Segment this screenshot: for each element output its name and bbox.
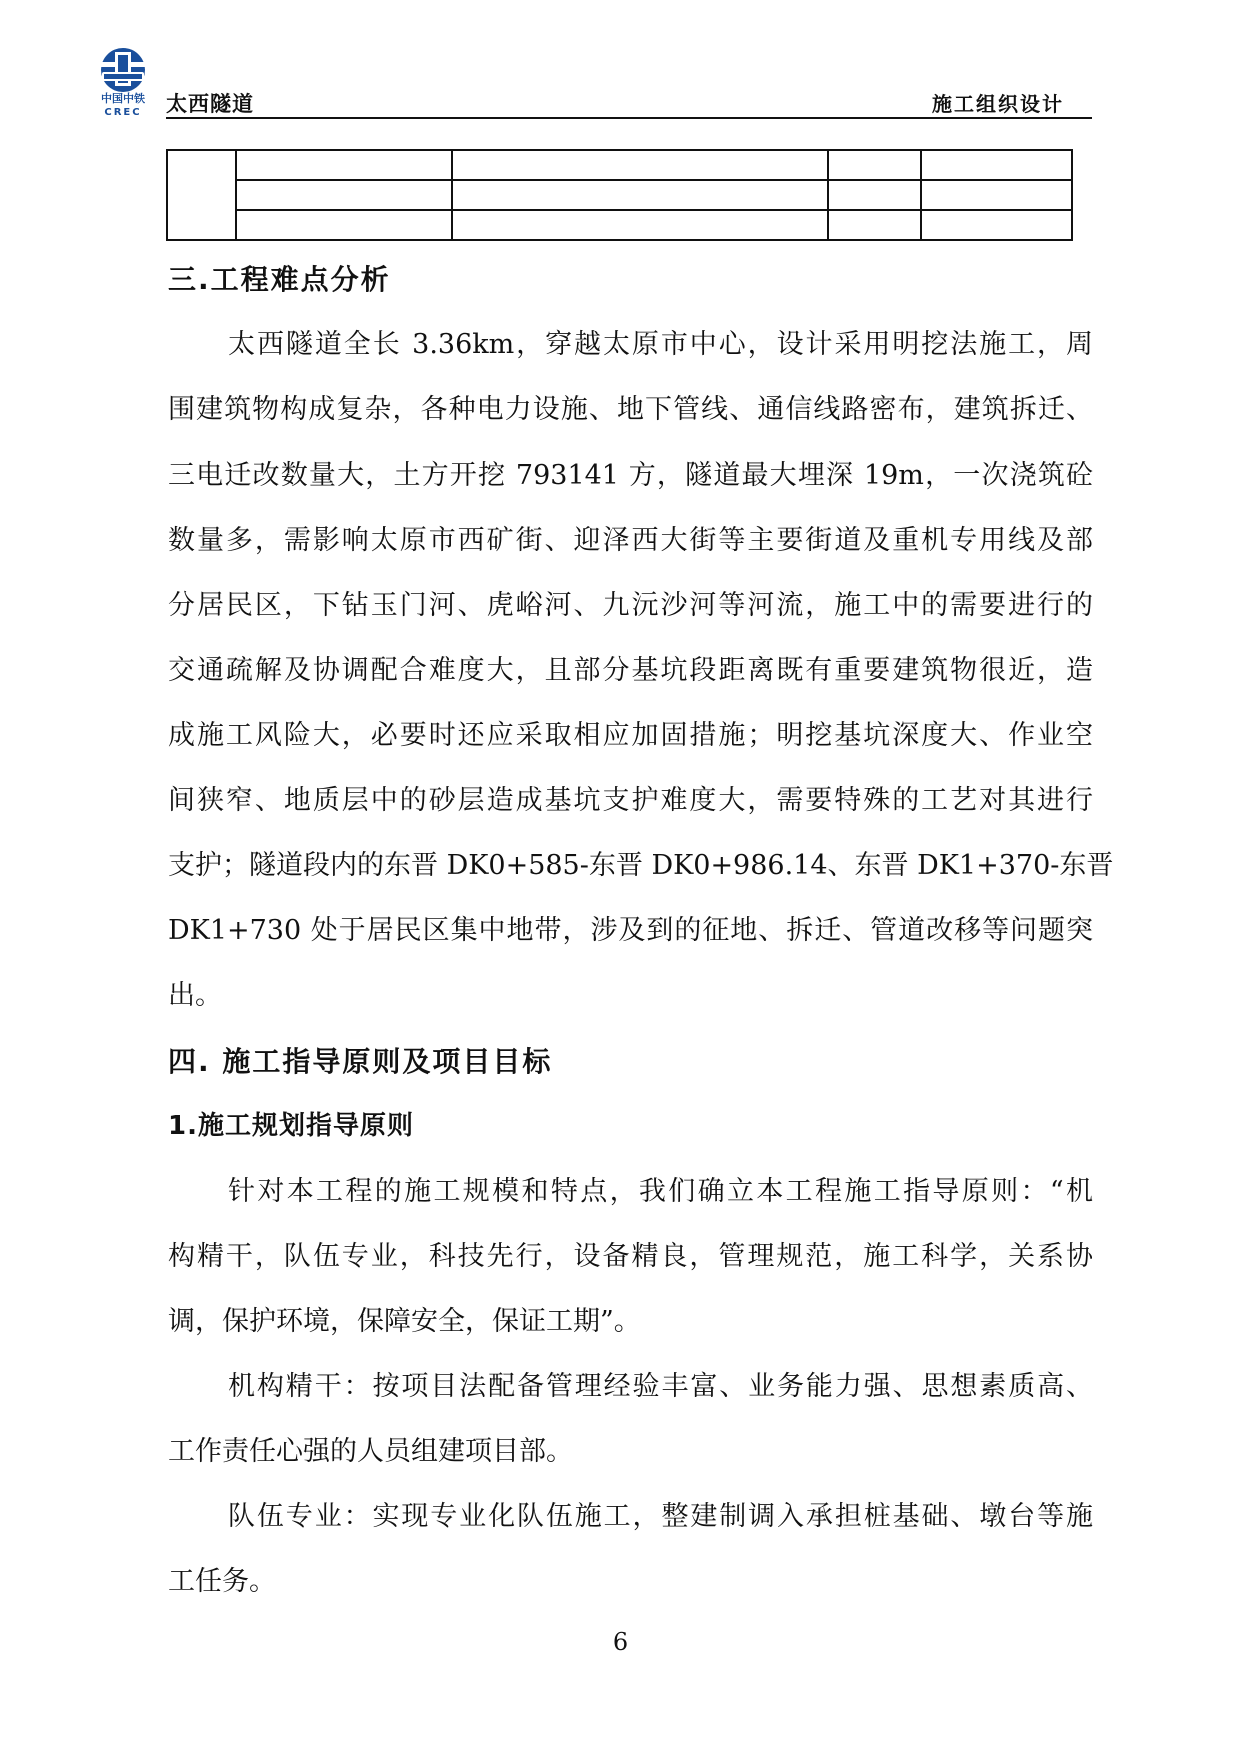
subsection-heading-planning-principles: 1.施工规划指导原则 bbox=[168, 1111, 414, 1141]
paragraph-line: DK1+730 处于居民区集中地带，涉及到的征地、拆迁、管道改移等问题突 bbox=[168, 915, 1093, 946]
page-number: 6 bbox=[612, 1628, 629, 1656]
table-column-divider bbox=[827, 151, 829, 239]
paragraph-line: 队伍专业：实现专业化队伍施工，整建制调入承担桩基础、墩台等施 bbox=[228, 1501, 1093, 1532]
paragraph-line: 围建筑物构成复杂，各种电力设施、地下管线、通信线路密布，建筑拆迁、 bbox=[168, 394, 1093, 425]
continued-table bbox=[166, 149, 1073, 241]
table-column-divider bbox=[920, 151, 922, 239]
section-heading-difficulty-analysis: 三.工程难点分析 bbox=[168, 263, 391, 296]
page-header bbox=[90, 45, 1092, 120]
paragraph-line: 分居民区，下钻玉门河、虎峪河、九沅沙河等河流，施工中的需要进行的 bbox=[168, 590, 1093, 621]
paragraph-line: 成施工风险大，必要时还应采取相应加固措施；明挖基坑深度大、作业空 bbox=[168, 720, 1093, 751]
paragraph-line: 交通疏解及协调配合难度大，且部分基坑段距离既有重要建筑物很近，造 bbox=[168, 655, 1093, 686]
paragraph-line: 工作责任心强的人员组建项目部。 bbox=[168, 1436, 573, 1467]
svg-text:中国中铁: 中国中铁 bbox=[101, 92, 145, 105]
svg-text:CREC: CREC bbox=[104, 107, 142, 118]
header-project-name: 太西隧道 bbox=[166, 92, 254, 116]
paragraph-line: 针对本工程的施工规模和特点，我们确立本工程施工指导原则：“机 bbox=[228, 1176, 1093, 1207]
paragraph-line: 支护；隧道段内的东晋 DK0+585-东晋 DK0+986.14、东晋 DK1+370-东晋 bbox=[168, 850, 1114, 881]
paragraph-line: 太西隧道全长 3.36km，穿越太原市中心，设计采用明挖法施工，周 bbox=[228, 329, 1093, 360]
header-divider bbox=[166, 117, 1092, 119]
table-row-divider bbox=[235, 179, 1071, 181]
paragraph-line: 机构精干：按项目法配备管理经验丰富、业务能力强、思想素质高、 bbox=[228, 1371, 1093, 1402]
table-column-divider bbox=[235, 151, 237, 239]
paragraph-line: 工任务。 bbox=[168, 1566, 276, 1597]
header-document-title: 施工组织设计 bbox=[932, 92, 1064, 116]
paragraph-line: 间狭窄、地质层中的砂层造成基坑支护难度大，需要特殊的工艺对其进行 bbox=[168, 785, 1093, 816]
paragraph-line: 三电迁改数量大，土方开挖 793141 方，隧道最大埋深 19m，一次浇筑砼 bbox=[168, 460, 1093, 491]
paragraph-line: 调，保护环境，保障安全，保证工期”。 bbox=[168, 1306, 641, 1337]
table-column-divider bbox=[451, 151, 453, 239]
paragraph-line: 构精干，队伍专业，科技先行，设备精良，管理规范，施工科学，关系协 bbox=[168, 1241, 1093, 1272]
paragraph-line: 数量多，需影响太原市西矿街、迎泽西大街等主要街道及重机专用线及部 bbox=[168, 525, 1093, 556]
section-heading-guiding-principles: 四. 施工指导原则及项目目标 bbox=[168, 1045, 553, 1078]
crec-logo-icon bbox=[90, 45, 156, 120]
paragraph-line: 出。 bbox=[168, 980, 222, 1011]
table-row-divider bbox=[235, 209, 1071, 211]
